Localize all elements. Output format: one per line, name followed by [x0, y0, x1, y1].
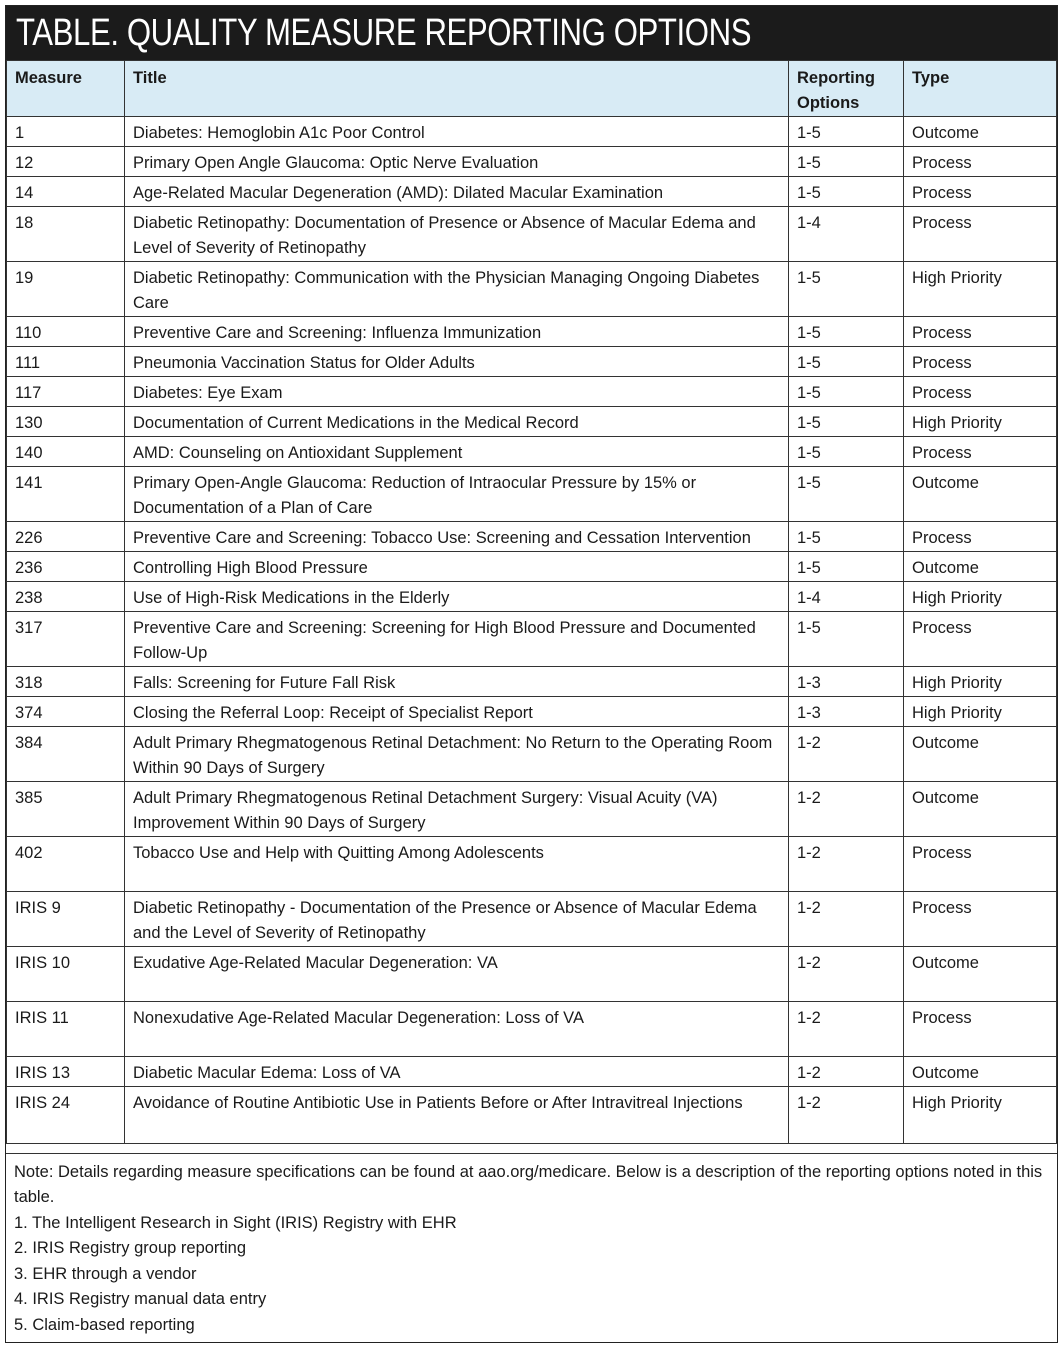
cell-measure: IRIS 13 [7, 1057, 125, 1087]
cell-measure: 1 [7, 117, 125, 147]
cell-reporting-options: 1-4 [789, 207, 904, 262]
cell-type: High Priority [904, 582, 1057, 612]
cell-measure: 110 [7, 317, 125, 347]
table-row [7, 782, 1057, 837]
cell-type: Outcome [904, 782, 1057, 837]
cell-type: High Priority [904, 1087, 1057, 1144]
note-intro: Note: Details regarding measure specifications can be found at aao.org/medicare. Below is a description of the reporting options noted in this table. [14, 1162, 1043, 1206]
cell-reporting-options: 1-5 [789, 552, 904, 582]
cell-type: Process [904, 892, 1057, 947]
table-frame [5, 5, 1058, 1343]
cell-reporting-options: 1-3 [789, 667, 904, 697]
cell-title: Diabetic Retinopathy: Documentation of Presence or Absence of Macular Edema and Level of Severity of Retinopathy [125, 207, 789, 262]
table-row [7, 727, 1057, 782]
cell-measure: 19 [7, 262, 125, 317]
header-reporting-line2: Options [797, 94, 860, 112]
cell-title: Primary Open Angle Glaucoma: Optic Nerve Evaluation [125, 147, 789, 177]
cell-measure: IRIS 24 [7, 1087, 125, 1144]
table-row [7, 837, 1057, 892]
cell-title: AMD: Counseling on Antioxidant Supplement [125, 437, 789, 467]
cell-type: High Priority [904, 667, 1057, 697]
cell-reporting-options: 1-2 [789, 892, 904, 947]
cell-type: High Priority [904, 262, 1057, 317]
table-row [7, 1057, 1057, 1087]
cell-reporting-options: 1-5 [789, 347, 904, 377]
table-row [7, 377, 1057, 407]
cell-reporting-options: 1-5 [789, 147, 904, 177]
table-row [7, 177, 1057, 207]
table-row [7, 582, 1057, 612]
cell-type: Outcome [904, 1057, 1057, 1087]
cell-measure: 141 [7, 467, 125, 522]
cell-title: Adult Primary Rhegmatogenous Retinal Detachment Surgery: Visual Acuity (VA) Improvement Within 90 Days of Surgery [125, 782, 789, 837]
cell-measure: IRIS 11 [7, 1002, 125, 1057]
header-reporting-options [789, 61, 904, 117]
cell-type: Process [904, 522, 1057, 552]
cell-reporting-options: 1-5 [789, 522, 904, 552]
cell-measure: IRIS 10 [7, 947, 125, 1002]
table-row [7, 522, 1057, 552]
note-item-2: 2. IRIS Registry group reporting [14, 1239, 247, 1257]
cell-measure: 226 [7, 522, 125, 552]
cell-type: Process [904, 147, 1057, 177]
header-row [7, 61, 1057, 117]
header-reporting-line1: Reporting [797, 69, 875, 87]
table-row [7, 697, 1057, 727]
cell-title: Diabetic Retinopathy - Documentation of the Presence or Absence of Macular Edema and the Level of Severity of Retinopathy [125, 892, 789, 947]
table-body [7, 117, 1057, 1144]
table-row [7, 407, 1057, 437]
cell-measure: 385 [7, 782, 125, 837]
cell-reporting-options: 1-2 [789, 1002, 904, 1057]
cell-measure: 238 [7, 582, 125, 612]
cell-title: Diabetes: Hemoglobin A1c Poor Control [125, 117, 789, 147]
header-measure: Measure [7, 61, 125, 117]
table-row [7, 262, 1057, 317]
table-row [7, 1087, 1057, 1144]
cell-measure: 18 [7, 207, 125, 262]
cell-measure: 374 [7, 697, 125, 727]
note-item-1: 1. The Intelligent Research in Sight (IRIS) Registry with EHR [14, 1213, 457, 1232]
cell-reporting-options: 1-5 [789, 612, 904, 667]
cell-reporting-options: 1-5 [789, 177, 904, 207]
cell-type: Process [904, 207, 1057, 262]
cell-measure: 402 [7, 837, 125, 892]
cell-measure: 111 [7, 347, 125, 377]
measures-table [6, 60, 1057, 1144]
table-row [7, 667, 1057, 697]
cell-measure: 140 [7, 437, 125, 467]
header-title: Title [125, 61, 789, 117]
cell-measure: 14 [7, 177, 125, 207]
table-row [7, 552, 1057, 582]
cell-type: High Priority [904, 697, 1057, 727]
cell-measure: 317 [7, 612, 125, 667]
cell-reporting-options: 1-2 [789, 837, 904, 892]
cell-reporting-options: 1-5 [789, 317, 904, 347]
cell-reporting-options: 1-2 [789, 1057, 904, 1087]
cell-measure: 12 [7, 147, 125, 177]
cell-reporting-options: 1-5 [789, 262, 904, 317]
table-row [7, 1002, 1057, 1057]
cell-title: Controlling High Blood Pressure [125, 552, 789, 582]
cell-title: Diabetes: Eye Exam [125, 377, 789, 407]
cell-title: Preventive Care and Screening: Tobacco Use: Screening and Cessation Intervention [125, 522, 789, 552]
cell-type: Process [904, 612, 1057, 667]
cell-title: Diabetic Macular Edema: Loss of VA [125, 1057, 789, 1087]
cell-reporting-options: 1-5 [789, 377, 904, 407]
cell-type: Process [904, 377, 1057, 407]
note-section [6, 1153, 1057, 1343]
cell-title: Diabetic Retinopathy: Communication with the Physician Managing Ongoing Diabetes Care [125, 262, 789, 317]
table-row [7, 117, 1057, 147]
table-row [7, 612, 1057, 667]
cell-reporting-options: 1-5 [789, 407, 904, 437]
cell-title: Primary Open-Angle Glaucoma: Reduction of Intraocular Pressure by 15% or Documentation of a Plan of Care [125, 467, 789, 522]
cell-title: Adult Primary Rhegmatogenous Retinal Detachment: No Return to the Operating Room Within 90 Days of Surgery [125, 727, 789, 782]
cell-type: Outcome [904, 552, 1057, 582]
cell-title: Pneumonia Vaccination Status for Older Adults [125, 347, 789, 377]
cell-type: High Priority [904, 407, 1057, 437]
cell-reporting-options: 1-5 [789, 117, 904, 147]
table-row [7, 147, 1057, 177]
cell-type: Outcome [904, 947, 1057, 1002]
cell-title: Use of High-Risk Medications in the Elderly [125, 582, 789, 612]
cell-reporting-options: 1-5 [789, 467, 904, 522]
cell-reporting-options: 1-2 [789, 947, 904, 1002]
title-bar [6, 6, 1057, 60]
cell-title: Nonexudative Age-Related Macular Degeneration: Loss of VA [125, 1002, 789, 1057]
header-type: Type [904, 61, 1057, 117]
cell-title: Closing the Referral Loop: Receipt of Specialist Report [125, 697, 789, 727]
cell-title: Exudative Age-Related Macular Degeneration: VA [125, 947, 789, 1002]
table-title: TABLE. QUALITY MEASURE REPORTING OPTIONS [16, 12, 752, 54]
note-item-4: 4. IRIS Registry manual data entry [14, 1290, 267, 1308]
cell-reporting-options: 1-5 [789, 437, 904, 467]
table-row [7, 437, 1057, 467]
cell-title: Falls: Screening for Future Fall Risk [125, 667, 789, 697]
cell-type: Process [904, 837, 1057, 892]
cell-title: Preventive Care and Screening: Influenza Immunization [125, 317, 789, 347]
cell-type: Process [904, 177, 1057, 207]
cell-type: Process [904, 437, 1057, 467]
cell-type: Outcome [904, 727, 1057, 782]
table-row [7, 947, 1057, 1002]
cell-title: Age-Related Macular Degeneration (AMD): Dilated Macular Examination [125, 177, 789, 207]
cell-measure: IRIS 9 [7, 892, 125, 947]
table-row [7, 892, 1057, 947]
cell-measure: 130 [7, 407, 125, 437]
note-item-5: 5. Claim-based reporting [14, 1315, 195, 1334]
cell-measure: 236 [7, 552, 125, 582]
cell-type: Process [904, 1002, 1057, 1057]
table-row [7, 207, 1057, 262]
cell-type: Outcome [904, 117, 1057, 147]
cell-reporting-options: 1-3 [789, 697, 904, 727]
cell-type: Process [904, 317, 1057, 347]
cell-title: Documentation of Current Medications in the Medical Record [125, 407, 789, 437]
cell-type: Process [904, 347, 1057, 377]
table-row [7, 347, 1057, 377]
table-row [7, 317, 1057, 347]
cell-type: Outcome [904, 467, 1057, 522]
cell-measure: 384 [7, 727, 125, 782]
cell-reporting-options: 1-4 [789, 582, 904, 612]
note-item-3: 3. EHR through a vendor [14, 1264, 197, 1283]
cell-title: Avoidance of Routine Antibiotic Use in Patients Before or After Intravitreal Injections [125, 1087, 789, 1144]
table-row [7, 467, 1057, 522]
cell-title: Tobacco Use and Help with Quitting Among Adolescents [125, 837, 789, 892]
cell-measure: 117 [7, 377, 125, 407]
cell-reporting-options: 1-2 [789, 782, 904, 837]
cell-measure: 318 [7, 667, 125, 697]
cell-reporting-options: 1-2 [789, 727, 904, 782]
cell-title: Preventive Care and Screening: Screening for High Blood Pressure and Documented Follow-Up [125, 612, 789, 667]
cell-reporting-options: 1-2 [789, 1087, 904, 1144]
